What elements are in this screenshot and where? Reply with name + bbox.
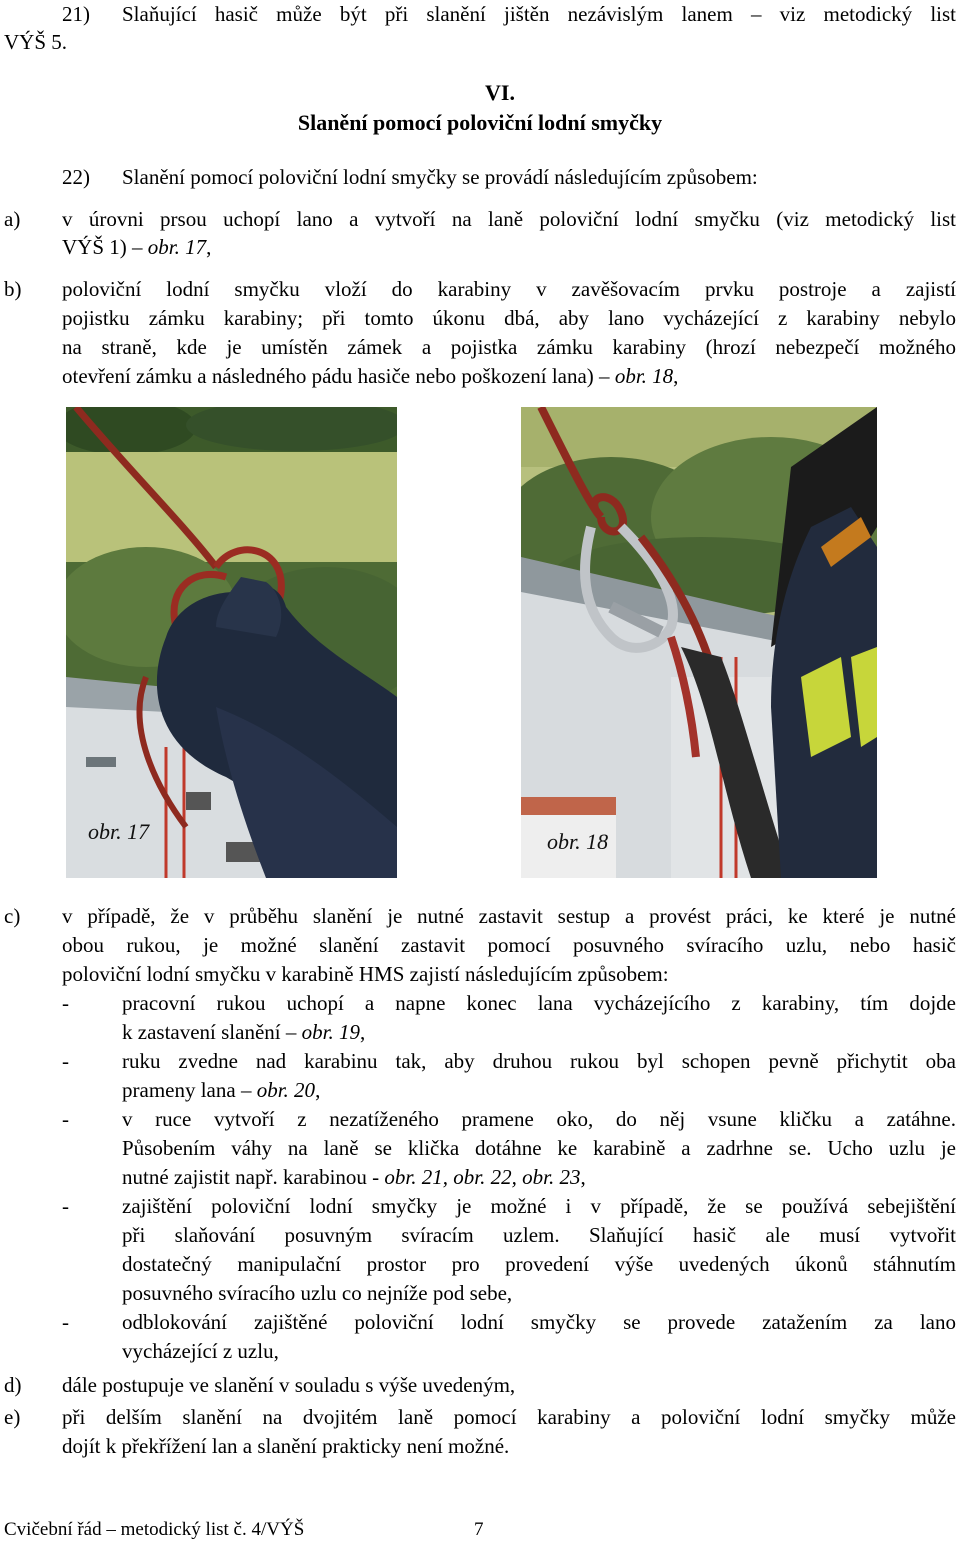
footer-title: Cvičební řád – metodický list č. 4/VÝŠ <box>4 1519 305 1540</box>
item-b-line-1: poloviční lodní smyčku vloží do karabiny v zavěšovacím prvku postroje a zajistí <box>62 277 956 301</box>
bullet-5-line-2: vycházející z uzlu, <box>122 1339 279 1363</box>
bullet-5-line-1: odblokování zajištěné poloviční lodní smyčky se provede zatažením za lano <box>122 1310 956 1334</box>
photo-figure-18 <box>521 407 877 878</box>
section-title: Slanění pomocí poloviční lodní smyčky <box>297 110 663 135</box>
figure-17-caption: obr. 17 <box>88 819 150 844</box>
figure-ref-19: obr. 19 <box>301 1020 360 1044</box>
bullet-1-line-1: pracovní rukou uchopí a napne konec lana vycházejícího z karabiny, tím dojde <box>122 991 956 1015</box>
bullet-1-dash: - <box>62 991 69 1015</box>
bullet-4-line-1: zajištění poloviční lodní smyčky je možné i v případě, že se používá sebejištění <box>122 1194 956 1218</box>
figure-ref-17: obr. 17 <box>147 235 207 259</box>
item-b-line-2: pojistku zámku karabiny; při tomto úkonu dbá, aby lano vycházející z karabiny nebylo <box>62 306 956 330</box>
bullet-3-line-3: nutné zajistit např. karabinou - obr. 21, obr. 22, obr. 23, <box>122 1165 586 1189</box>
bullet-3-line-1: v ruce vytvoří z nezatíženého pramene oko, do něj vsune kličku a zatáhne. <box>122 1107 956 1131</box>
section-numeral: VI. <box>485 80 515 105</box>
item-21-number: 21) <box>62 2 90 26</box>
bullet-4-line-3: dostatečný manipulační prostor pro provedení výše uvedených úkonů stáhnutím <box>122 1252 956 1276</box>
item-e-line-2: dojít k překřížení lan a slanění prakticky není možné. <box>62 1434 510 1458</box>
figure-ref-20: obr. 20 <box>256 1078 316 1102</box>
item-d-text: dále postupuje ve slanění v souladu s výše uvedeným, <box>62 1373 516 1397</box>
bullet-4-line-4: posuvného svíracího uzlu co nejníže pod sebe, <box>122 1281 513 1305</box>
bullet-1-line-2: k zastavení slanění – obr. 19, <box>122 1020 366 1044</box>
item-b-marker: b) <box>4 277 22 301</box>
bullet-4-dash: - <box>62 1194 69 1218</box>
bullet-3-dash: - <box>62 1107 69 1131</box>
bullet-2-dash: - <box>62 1049 69 1073</box>
photo-figure-17 <box>66 407 397 878</box>
item-b-line-3: na straně, kde je umístěn zámek a pojistka zámku karabiny (hrozí nebezpečí možného <box>62 335 956 359</box>
item-a-line-1: v úrovni prsou uchopí lano a vytvoří na laně poloviční lodní smyčku (viz metodický list <box>62 207 956 231</box>
figure-18-caption: obr. 18 <box>547 829 609 854</box>
page-number: 7 <box>474 1519 484 1540</box>
bullet-2-line-1: ruku zvedne nad karabinu tak, aby druhou rukou byl schopen pevně přichytit oba <box>122 1049 956 1073</box>
item-21-line-1: Slaňující hasič může být při slanění jištěn nezávislým lanem – viz metodický list <box>122 2 956 26</box>
item-d-marker: d) <box>4 1373 22 1397</box>
bullet-2-line-2: prameny lana – obr. 20, <box>122 1078 321 1102</box>
item-a-marker: a) <box>4 207 21 231</box>
item-22-text: Slanění pomocí poloviční lodní smyčky se provádí následujícím způsobem: <box>122 165 758 189</box>
item-c-line-2: obou rukou, je možné slanění zastavit pomocí posuvného svíracího uzlu, nebo hasič <box>62 933 956 957</box>
item-c-marker: c) <box>4 904 21 928</box>
bullet-5-dash: - <box>62 1310 69 1334</box>
item-c-line-3: poloviční lodní smyčku v karabině HMS zajistí následujícím způsobem: <box>62 962 669 986</box>
bullet-3-line-2: Působením váhy na laně se klička dotáhne ke karabině a zadrhne se. Ucho uzlu je <box>122 1136 956 1160</box>
figure-ref-21-23: obr. 21, obr. 22, obr. 23 <box>384 1165 581 1189</box>
item-e-marker: e) <box>4 1405 21 1429</box>
item-c-line-1: v případě, že v průběhu slanění je nutné zastavit sestup a provést práci, ke které je nutné <box>62 904 956 928</box>
bullet-4-line-2: při slaňování posuvným svíracím uzlem. Slaňující hasič ale musí vytvořit <box>122 1223 956 1247</box>
item-b-line-4: otevření zámku a následného pádu hasiče nebo poškození lana) – obr. 18, <box>62 364 679 388</box>
item-22-number: 22) <box>62 165 90 189</box>
item-a-line-2: VÝŠ 1) – obr. 17, <box>62 235 212 259</box>
figure-ref-18: obr. 18 <box>614 364 674 388</box>
item-e-line-1: při delším slanění na dvojitém laně pomocí karabiny a poloviční lodní smyčky může <box>62 1405 956 1429</box>
item-21-line-2: VÝŠ 5. <box>4 30 68 54</box>
